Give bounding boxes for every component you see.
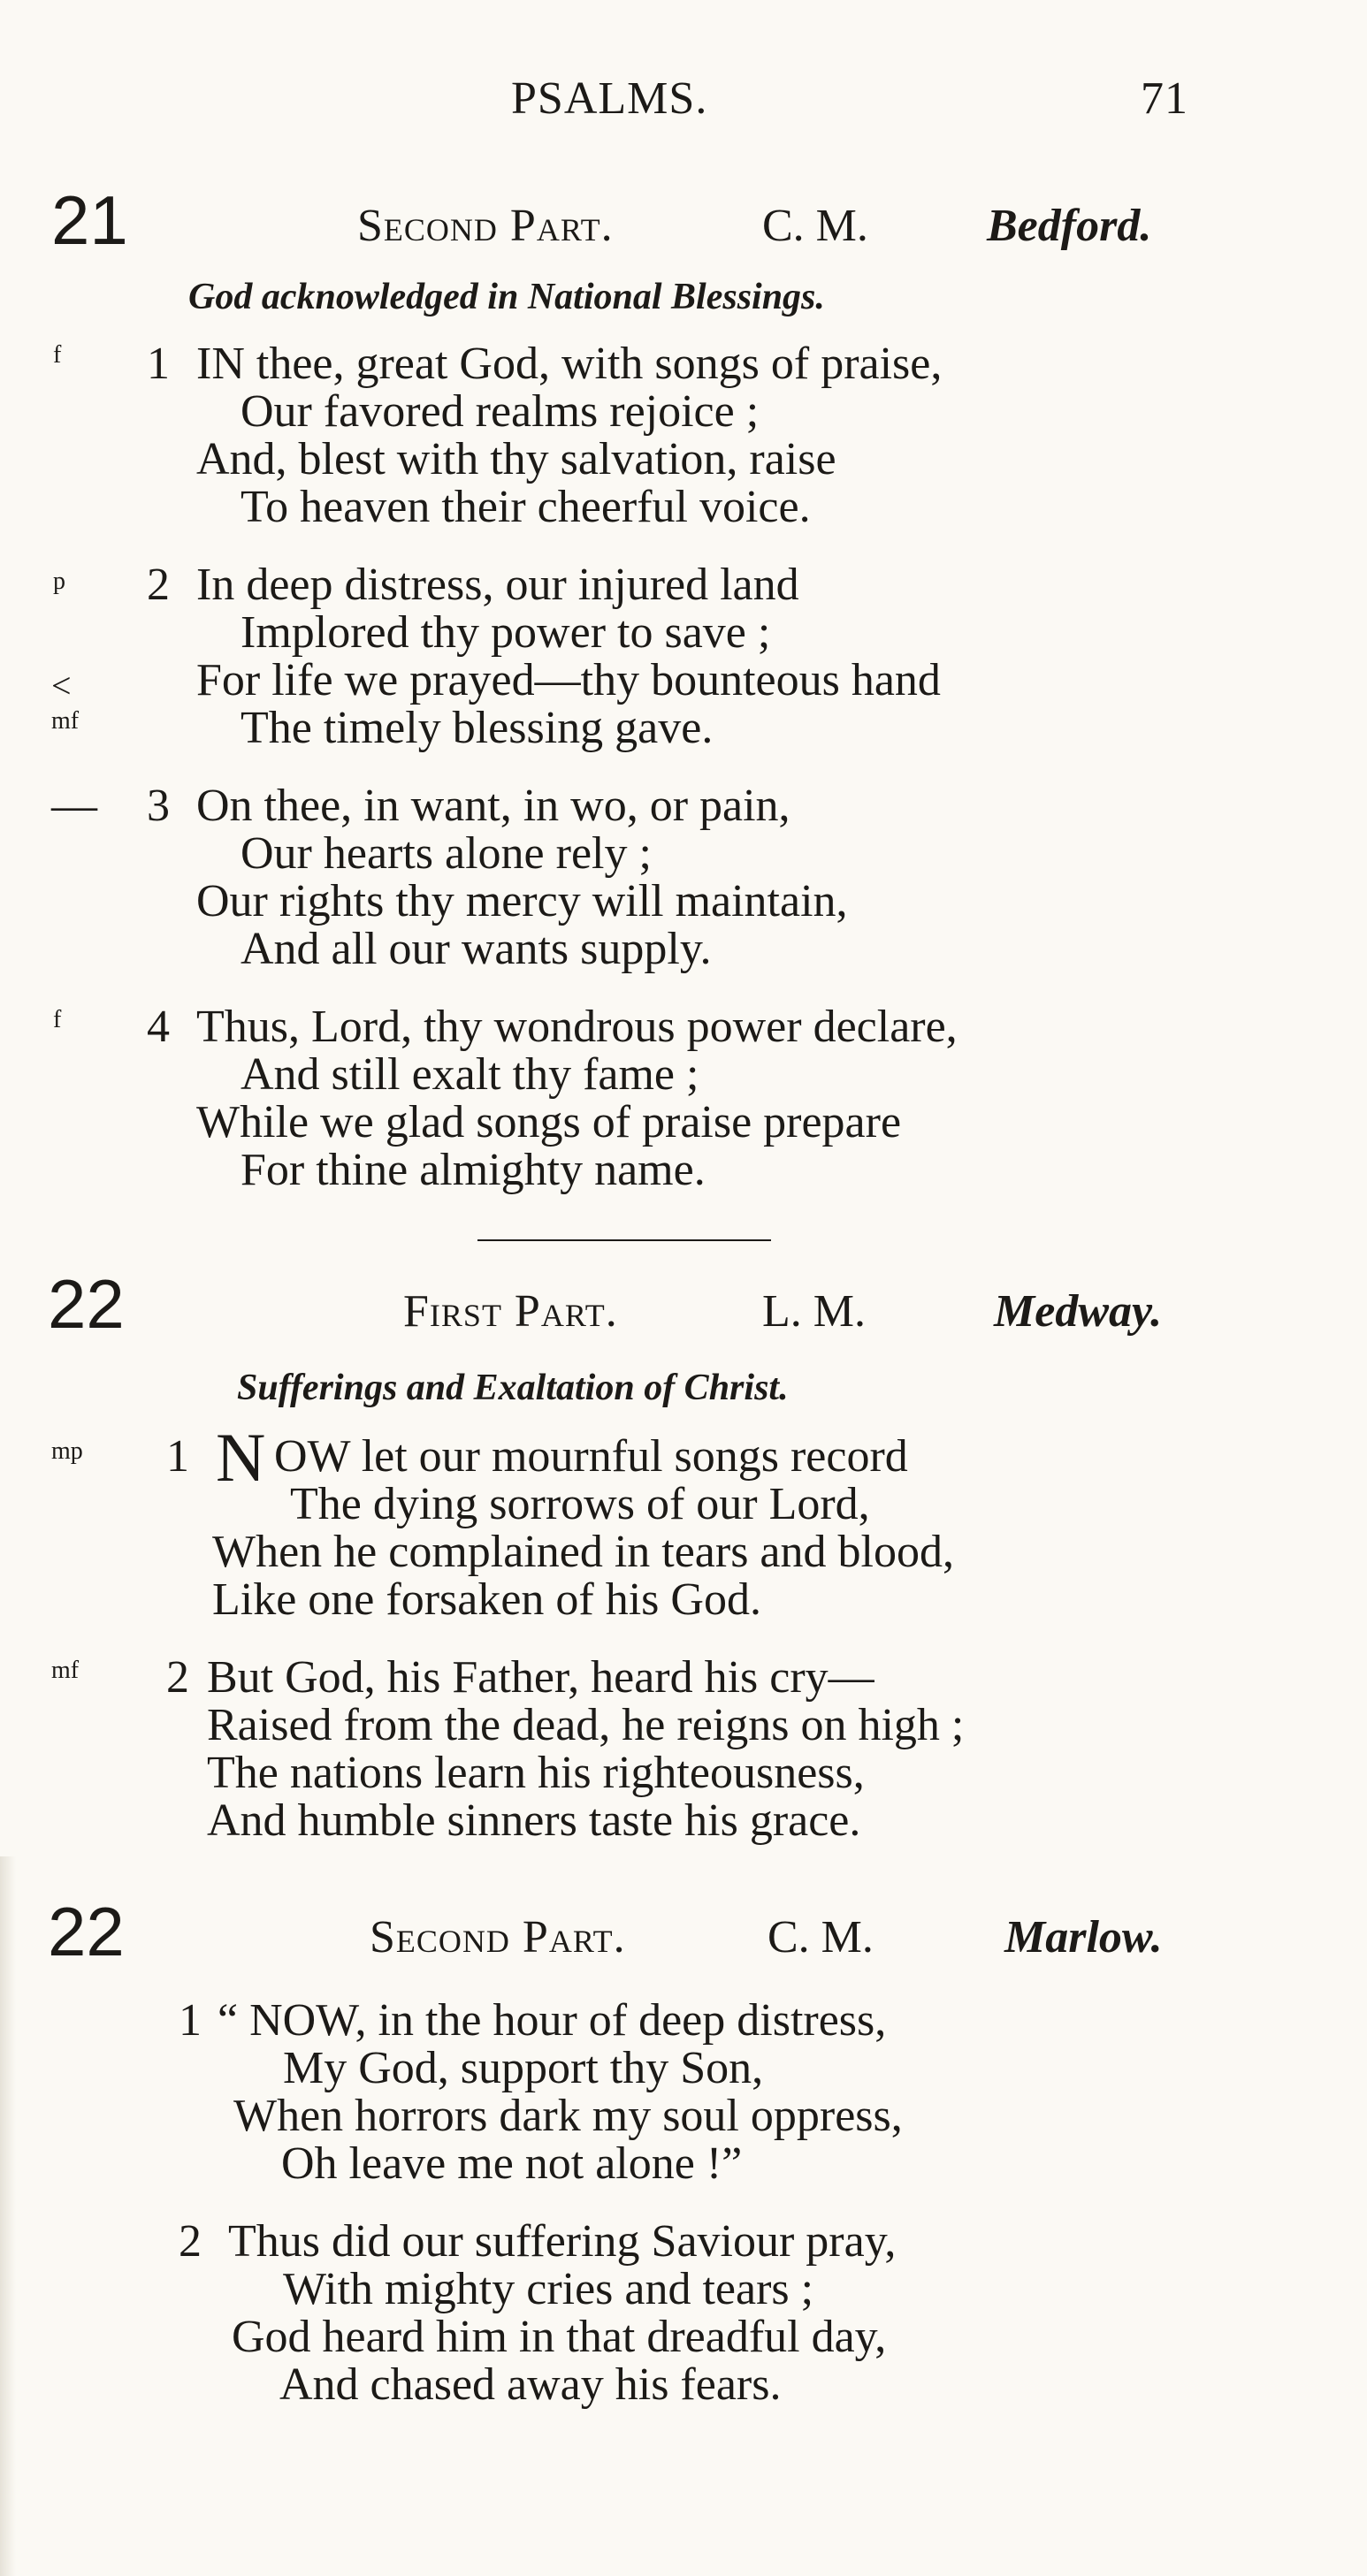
- dynamic-mark: mf: [51, 707, 80, 735]
- verse-line: Our rights thy mercy will maintain,: [196, 876, 848, 926]
- verse-line: My God, support thy Son,: [283, 2043, 764, 2093]
- stanza-number: 1: [179, 1995, 202, 2046]
- hymn-part: Second Part.: [370, 1912, 626, 1962]
- stanza-number: 1: [166, 1431, 189, 1482]
- stanza-number: 3: [147, 781, 170, 831]
- verse-line: IN thee, great God, with songs of praise,: [196, 339, 943, 389]
- verse-line: For life we prayed—thy bounteous hand: [196, 655, 941, 705]
- dynamic-mark: f: [53, 1006, 62, 1033]
- dynamic-mark: p: [53, 568, 65, 595]
- drop-cap: N: [216, 1419, 266, 1496]
- verse-line: The dying sorrows of our Lord,: [290, 1479, 870, 1529]
- hymn-subtitle: God acknowledged in National Blessings.: [188, 277, 825, 317]
- crescendo-mark: <: [51, 666, 72, 705]
- dynamic-mark: —: [51, 781, 97, 831]
- dynamic-mark: mp: [51, 1437, 83, 1465]
- verse-line: Thus, Lord, thy wondrous power declare,: [196, 1002, 958, 1052]
- hymn-part: Second Part.: [357, 201, 614, 251]
- verse-line: OW let our mournful songs record: [274, 1431, 908, 1482]
- verse-line: And still exalt thy fame ;: [241, 1049, 699, 1100]
- hymn-part: First Part.: [403, 1286, 618, 1337]
- verse-line: Implored thy power to save ;: [241, 607, 771, 658]
- verse-line: Thus did our suffering Saviour pray,: [228, 2216, 897, 2267]
- stanza-number: 2: [179, 2216, 202, 2267]
- hymn-subtitle: Sufferings and Exaltation of Christ.: [237, 1368, 789, 1408]
- hymn-tune: Marlow.: [1004, 1912, 1163, 1962]
- verse-line: To heaven their cheerful voice.: [241, 482, 811, 532]
- verse-line: Oh leave me not alone !”: [281, 2138, 743, 2189]
- verse-line: And chased away his fears.: [279, 2359, 782, 2410]
- stanza-number: 1: [147, 339, 170, 389]
- verse-line: And, blest with thy salvation, raise: [196, 434, 836, 484]
- section-divider: [477, 1239, 771, 1241]
- stanza-number: 4: [147, 1002, 170, 1052]
- hymn-tune: Medway.: [994, 1286, 1163, 1337]
- dynamic-mark: f: [53, 341, 62, 369]
- hymn-tune: Bedford.: [987, 201, 1152, 251]
- verse-line: Raised from the dead, he reigns on high ;: [207, 1700, 965, 1750]
- page-binding-edge: [0, 1856, 16, 2576]
- verse-line: “ NOW, in the hour of deep distress,: [218, 1995, 887, 2046]
- verse-line: Like one forsaken of his God.: [212, 1574, 761, 1625]
- verse-line: For thine almighty name.: [241, 1145, 706, 1195]
- verse-line: While we glad songs of praise prepare: [196, 1097, 902, 1147]
- stanza-number: 2: [147, 560, 170, 610]
- verse-line: But God, his Father, heard his cry—: [207, 1652, 874, 1703]
- hymn-meter: L. M.: [762, 1286, 866, 1337]
- verse-line: When he complained in tears and blood,: [212, 1527, 954, 1577]
- verse-line: Our favored realms rejoice ;: [241, 386, 760, 437]
- verse-line: God heard him in that dreadful day,: [232, 2312, 887, 2362]
- verse-line: And humble sinners taste his grace.: [207, 1795, 861, 1846]
- verse-line: In deep distress, our injured land: [196, 560, 799, 610]
- hymn-meter: C. M.: [762, 201, 868, 251]
- hymn-number: 21: [51, 181, 128, 259]
- verse-line: And all our wants supply.: [241, 924, 712, 974]
- hymn-number: 22: [48, 1265, 125, 1343]
- verse-line: When horrors dark my soul oppress,: [233, 2091, 903, 2141]
- verse-line: On thee, in want, in wo, or pain,: [196, 781, 790, 831]
- stanza-number: 2: [166, 1652, 189, 1703]
- running-header-title: PSALMS.: [511, 73, 708, 124]
- verse-line: The timely blessing gave.: [241, 703, 714, 753]
- page-number: 71: [1141, 73, 1188, 124]
- verse-line: With mighty cries and tears ;: [283, 2264, 814, 2314]
- verse-line: The nations learn his righteousness,: [207, 1748, 865, 1798]
- dynamic-mark: mf: [51, 1657, 80, 1684]
- verse-line: Our hearts alone rely ;: [241, 828, 652, 879]
- hymn-meter: C. M.: [768, 1912, 874, 1962]
- hymn-number: 22: [48, 1893, 125, 1970]
